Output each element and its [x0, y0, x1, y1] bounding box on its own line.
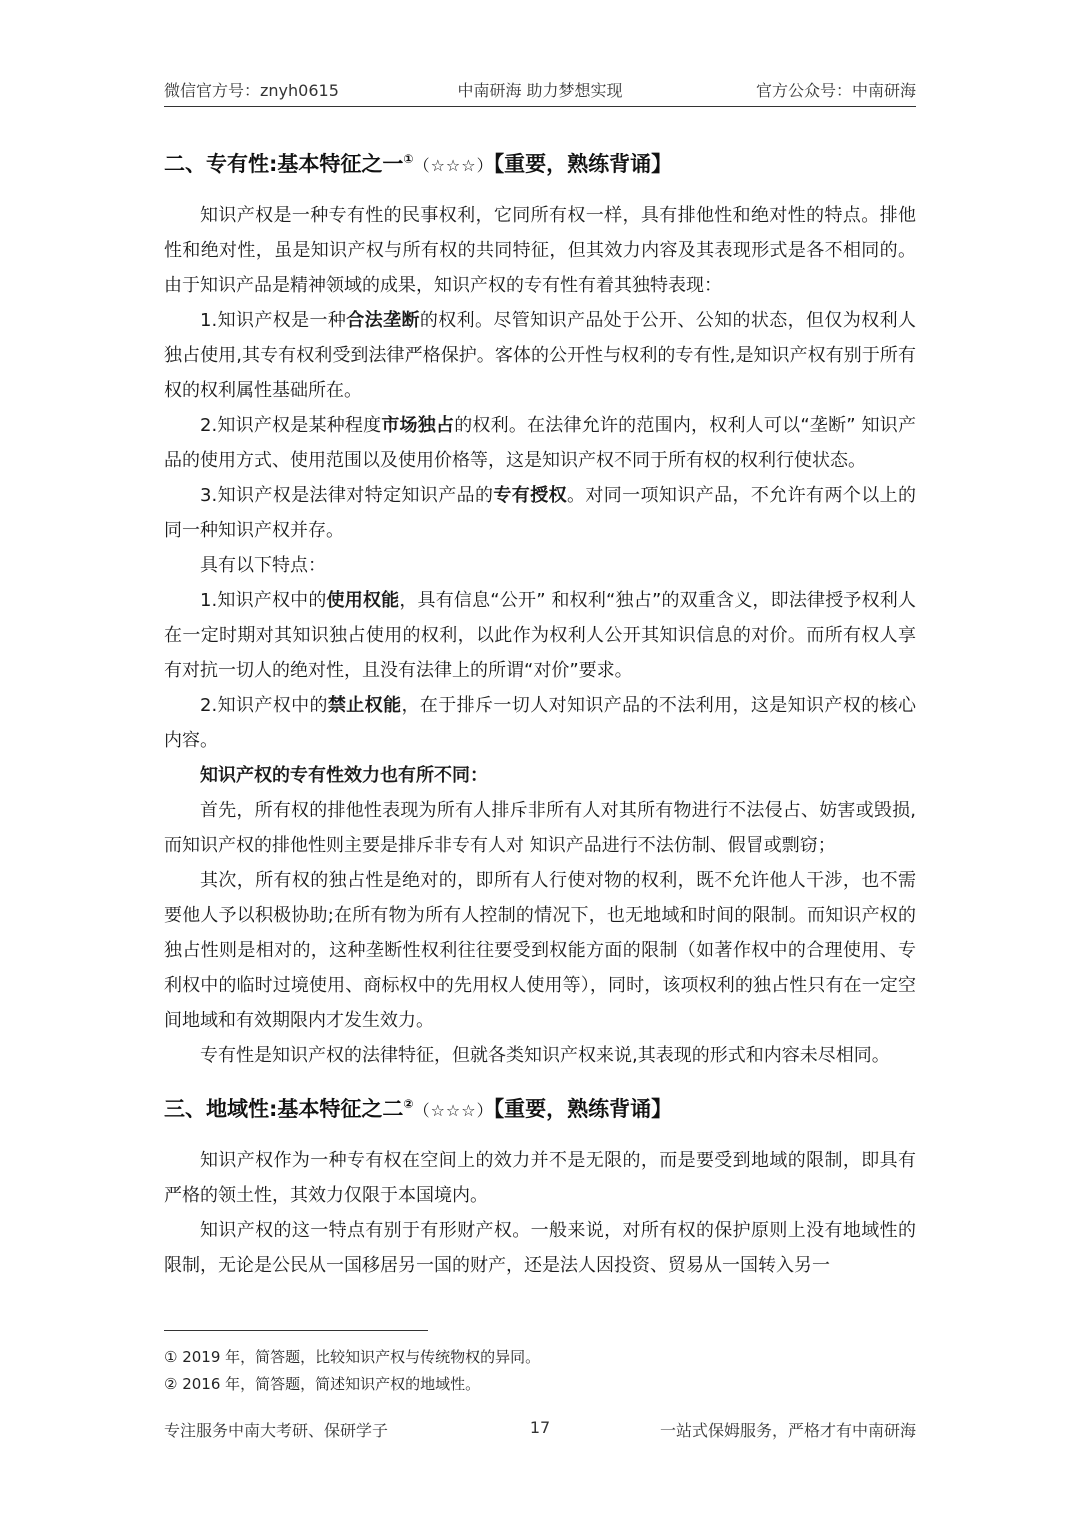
section-2-title-text: 二、专有性:基本特征之一: [164, 152, 404, 176]
section-3-para-1: 知识产权作为一种专有权在空间上的效力并不是无限的，而是要受到地域的限制，即具有严格的领土性，其效力仅限于本国境内。: [164, 1150, 916, 1206]
key-term: 市场独占: [381, 415, 455, 436]
header-official-account: 官方公众号：中南研海: [755, 81, 916, 100]
footnote-ref-1: ①: [403, 152, 414, 166]
effect-first: 首先，所有权的排他性表现为所有人排斥非所有人对其所有物进行不法侵占、妨害或毁损,而知识产权的排他性则主要是排斥非专有人对 知识产品进行不法仿制、假冒或剽窃；: [164, 800, 916, 856]
key-term: 禁止权能: [327, 695, 402, 716]
importance-stars: （☆☆☆）: [413, 156, 494, 175]
page-header: [164, 78, 916, 102]
footnote-2: ② 2016 年，简答题，简述知识产权的地域性。: [164, 1375, 481, 1393]
page-number: 17: [529, 1418, 551, 1437]
exclusive-item-3: 3.知识产权是法律对特定知识产品的专有授权。对同一项知识产品，不允许有两个以上的同一种知识产权并存。: [164, 485, 916, 541]
effect-second: 其次，所有权的独占性是绝对的，即所有人行使对物的权利，既不允许他人干涉，也不需要他人予以积极协助;在所有物为所有人控制的情况下，也无地域和时间的限制。而知识产权的独占性则是相对的，这种垄断性权利往往要受到权能方面的限制（如著作权中的合理使用、专利权中的临时过境使用、商标权中的先用权人使用等），同时，该项权利的独占性只有在一定空间地域和有效期限内才发生效力。: [164, 870, 916, 1031]
feature-item-1: 1.知识产权中的使用权能，具有信息“公开” 和权利“独占”的双重含义，即法律授予权利人在一定时期对其知识独占使用的权利，以此作为权利人公开其知识信息的对价。而所有权人享有对抗一切人的绝对性，且没有法律上的所谓“对价”要求。: [164, 590, 916, 681]
section-2-tag: 【重要，熟练背诵】: [493, 152, 673, 176]
section-3-para-2: 知识产权的这一特点有别于有形财产权。一般来说，对所有权的保护原则上没有地域性的限制，无论是公民从一国移居另一国的财产，还是法人因投资、贸易从一国转入另一: [164, 1220, 916, 1276]
section-3-title-text: 三、地域性:基本特征之二: [164, 1097, 404, 1121]
feature-item-2: 2.知识产权中的禁止权能，在于排斥一切人对知识产品的不法利用，这是知识产权的核心内容。: [164, 695, 916, 751]
footer-left-text: 专注服务中南大考研、保研学子: [164, 1421, 389, 1440]
footnote-ref-2: ②: [403, 1097, 414, 1111]
footnote-1: ① 2019 年，简答题，比较知识产权与传统物权的异同。: [164, 1348, 541, 1366]
section-3-title: [164, 1087, 916, 1121]
effect-heading: 知识产权的专有性效力也有所不同：: [200, 765, 488, 786]
header-divider: [164, 106, 916, 107]
key-term: 专有授权: [493, 485, 567, 506]
footer-right-text: 一站式保姆服务，严格才有中南研海: [659, 1421, 916, 1440]
header-wechat-id: 微信官方号：znyh0615: [164, 81, 339, 100]
page-content: [164, 142, 916, 1283]
exclusive-item-2: 2.知识产权是某种程度市场独占的权利。在法律允许的范围内，权利人可以“垄断” 知识产品的使用方式、使用范围以及使用价格等，这是知识产权不同于所有权的权利行使状态。: [164, 415, 916, 471]
footnote-divider: [164, 1330, 428, 1331]
section-2-conclusion: 专有性是知识产权的法律特征，但就各类知识产权来说,其表现的形式和内容未尽相同。: [200, 1045, 890, 1066]
section-2-intro: 知识产权是一种专有性的民事权利，它同所有权一样，具有排他性和绝对性的特点。排他性和绝对性，虽是知识产权与所有权的共同特征，但其效力内容及其表现形式是各不相同的。由于知识产品是精神领域的成果，知识产权的专有性有着其独特表现：: [164, 205, 916, 296]
exclusive-item-1: 1.知识产权是一种合法垄断的权利。尽管知识产品处于公开、公知的状态，但仅为权利人独占使用,其专有权利受到法律严格保护。客体的公开性与权利的专有性,是知识产权有别于所有权的权利属性基础所在。: [164, 310, 916, 401]
header-slogan: 中南研海 助力梦想实现: [457, 81, 623, 100]
importance-stars: （☆☆☆）: [413, 1101, 494, 1120]
key-term: 合法垄断: [346, 310, 420, 331]
key-term: 使用权能: [326, 590, 400, 611]
section-3-tag: 【重要，熟练背诵】: [493, 1097, 673, 1121]
section-2-title: [164, 142, 916, 176]
features-intro: 具有以下特点：: [200, 555, 326, 576]
page-footer: [164, 1418, 916, 1442]
